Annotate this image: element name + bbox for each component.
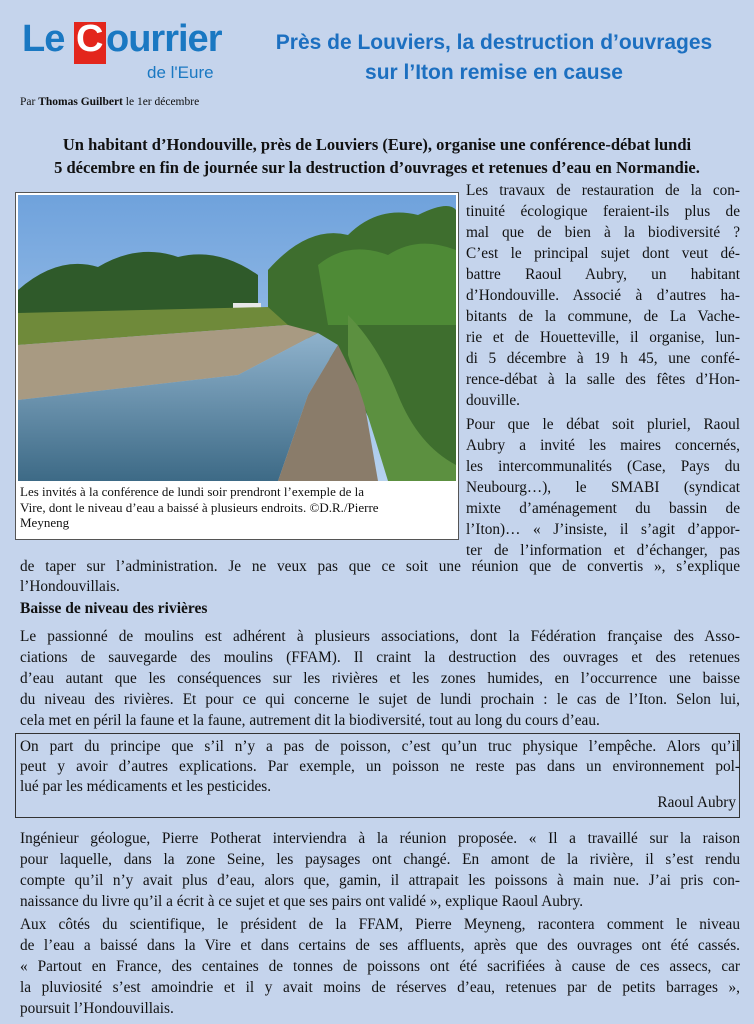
text-line: rie et de Houetteville, il organise, lun- [466, 329, 740, 346]
text-line: rence-débat à la salle des fêtes d’Hon- [466, 371, 740, 388]
text-line: mixte d’aménagement du bassin de [466, 500, 740, 517]
text-line: Le passionné de moulins est adhérent à plusieurs associations, dont la Fédération française des Asso- [20, 628, 740, 645]
text-line: l’Iton)… « J’insiste, il s’agit d’appor- [466, 521, 740, 538]
lead-paragraph [14, 133, 740, 179]
text-line: poursuit l’Hondouvillais. [20, 1000, 174, 1017]
lead-line: Un habitant d’Hondouville, près de Louviers (Eure), organise une conférence-débat lundi [62, 135, 692, 154]
text-line: Neubourg…), le SMABI (syndicat [466, 479, 740, 496]
text-line: Ingénieur géologue, Pierre Potherat interviendra à la réunion proposée. « Il a travaillé sur la raison [20, 830, 740, 847]
quote-author: Raoul Aubry [657, 794, 736, 811]
text-line: tinuité écologique feraient-ils plus de [466, 203, 740, 220]
text-line: pour laquelle, dans la zone Seine, les paysages ont changé. En amont de la rivière, il s’est rendu [20, 851, 740, 868]
caption-line: Les invités à la conférence de lundi soir prendront l’exemple de la [20, 484, 365, 499]
text-line: d’Hondouville. Associé à d’autres ha- [466, 287, 740, 304]
text-line: Aubry a invité les maires concernés, [466, 437, 740, 454]
headline-line: Près de Louviers, la destruction d’ouvrages [275, 31, 713, 54]
text-line: douville. [466, 392, 520, 409]
text-line: ciations de sauvegarde des moulins (FFAM). Il craint la destruction des ouvrages et des retenues [20, 649, 740, 666]
byline-author: Thomas Guilbert [38, 96, 123, 108]
text-line: battre Raoul Aubry, un habitant [466, 266, 740, 283]
lead-line: 5 décembre en fin de journée sur la destruction d’ouvrages et retenues d’eau en Normandie. [54, 158, 700, 177]
text-line: la pluviosité s’est amoindrie et il y avait moins de réserves d’eau, retenues par de petits barrages », [20, 979, 740, 996]
text-line: Les travaux de restauration de la con- [466, 182, 740, 199]
text-line: Aux côtés du scientifique, le président de la FFAM, Pierre Meyneng, racontera comment le niveau [20, 916, 740, 933]
text-line: de l’eau a baissé dans la Vire et dans certains de ses affluents, après que des ouvrages ont été cassés. [20, 937, 740, 954]
photo-caption [20, 484, 452, 531]
text-line: di 5 décembre à 19 h 45, une confé- [466, 350, 740, 367]
headline-line: sur l’Iton remise en cause [365, 61, 623, 84]
byline-date: le 1er décembre [122, 96, 200, 108]
byline-prefix: Par [20, 96, 39, 108]
text-line: compte qu’il n’y avait plus d’eau, alors que, gamin, il attrapait les poissons à main nue. J’ai pris con- [20, 872, 740, 889]
caption-line: Vire, dont le niveau d’eau a baissé à plusieurs endroits. ©D.R./Pierre [20, 499, 379, 515]
newspaper-logo [22, 14, 232, 90]
text-line: bitants de la commune, de La Vache- [466, 308, 740, 325]
text-line: cela met en péril la faune et la faune, autrement dit la biodiversité, tout au long du cours d’eau. [20, 712, 600, 729]
text-line: mal que de bien à la biodiversité ? [466, 224, 740, 241]
quote-line: lué par les médicaments et les pesticides. [20, 778, 272, 795]
quote-line: On part du principe que s’il n’y a pas de poisson, c’est qu’un truc physique l’empêche. Alors qu’il [20, 738, 740, 755]
text-line: du niveau des rivières. Et pour ce qui concerne le sujet de lundi prochain : le cas de l’Iton. Selon lui, [20, 691, 740, 708]
logo-le: Le [22, 18, 65, 60]
section-heading: Baisse de niveau des rivières [20, 600, 208, 617]
caption-line: Meyneng [20, 515, 70, 530]
text-line: d’eau autant que les conséquences sur les rivières et les zones humides, en l’occurrence une baisse [20, 670, 740, 687]
text-line: de taper sur l’administration. Je ne veux pas que ce soit une réunion que de convertis », s’explique [20, 558, 740, 575]
text-line: Pour que le débat soit pluriel, Raoul [466, 416, 740, 433]
text-line: naissance du livre qu’il a écrit à ce sujet et que ses pairs ont validé », explique Raoul Aubry. [20, 893, 584, 910]
river-photo [18, 195, 456, 481]
text-line: les intercommunalités (Case, Pays du [466, 458, 740, 475]
text-line: ter de l’information et d’échanger, pas [466, 542, 740, 559]
logo-c: C [76, 18, 104, 60]
text-line: l’Hondouvillais. [20, 578, 120, 595]
text-line: C’est le principal sujet dont veut dé- [466, 245, 740, 262]
photo-figure [15, 192, 459, 540]
text-line: « Partout en France, des centaines de tonnes de poissons ont été sacrifiées à cause de ces assecs, car [20, 958, 740, 975]
article-headline [244, 28, 744, 88]
logo-subtitle: de l'Eure [147, 63, 214, 82]
logo-ourrier: ourrier [106, 18, 222, 60]
quote-line: peut y avoir d’autres explications. Par exemple, un poisson ne reste pas dans un environnement pol- [20, 758, 740, 775]
byline [20, 96, 199, 108]
